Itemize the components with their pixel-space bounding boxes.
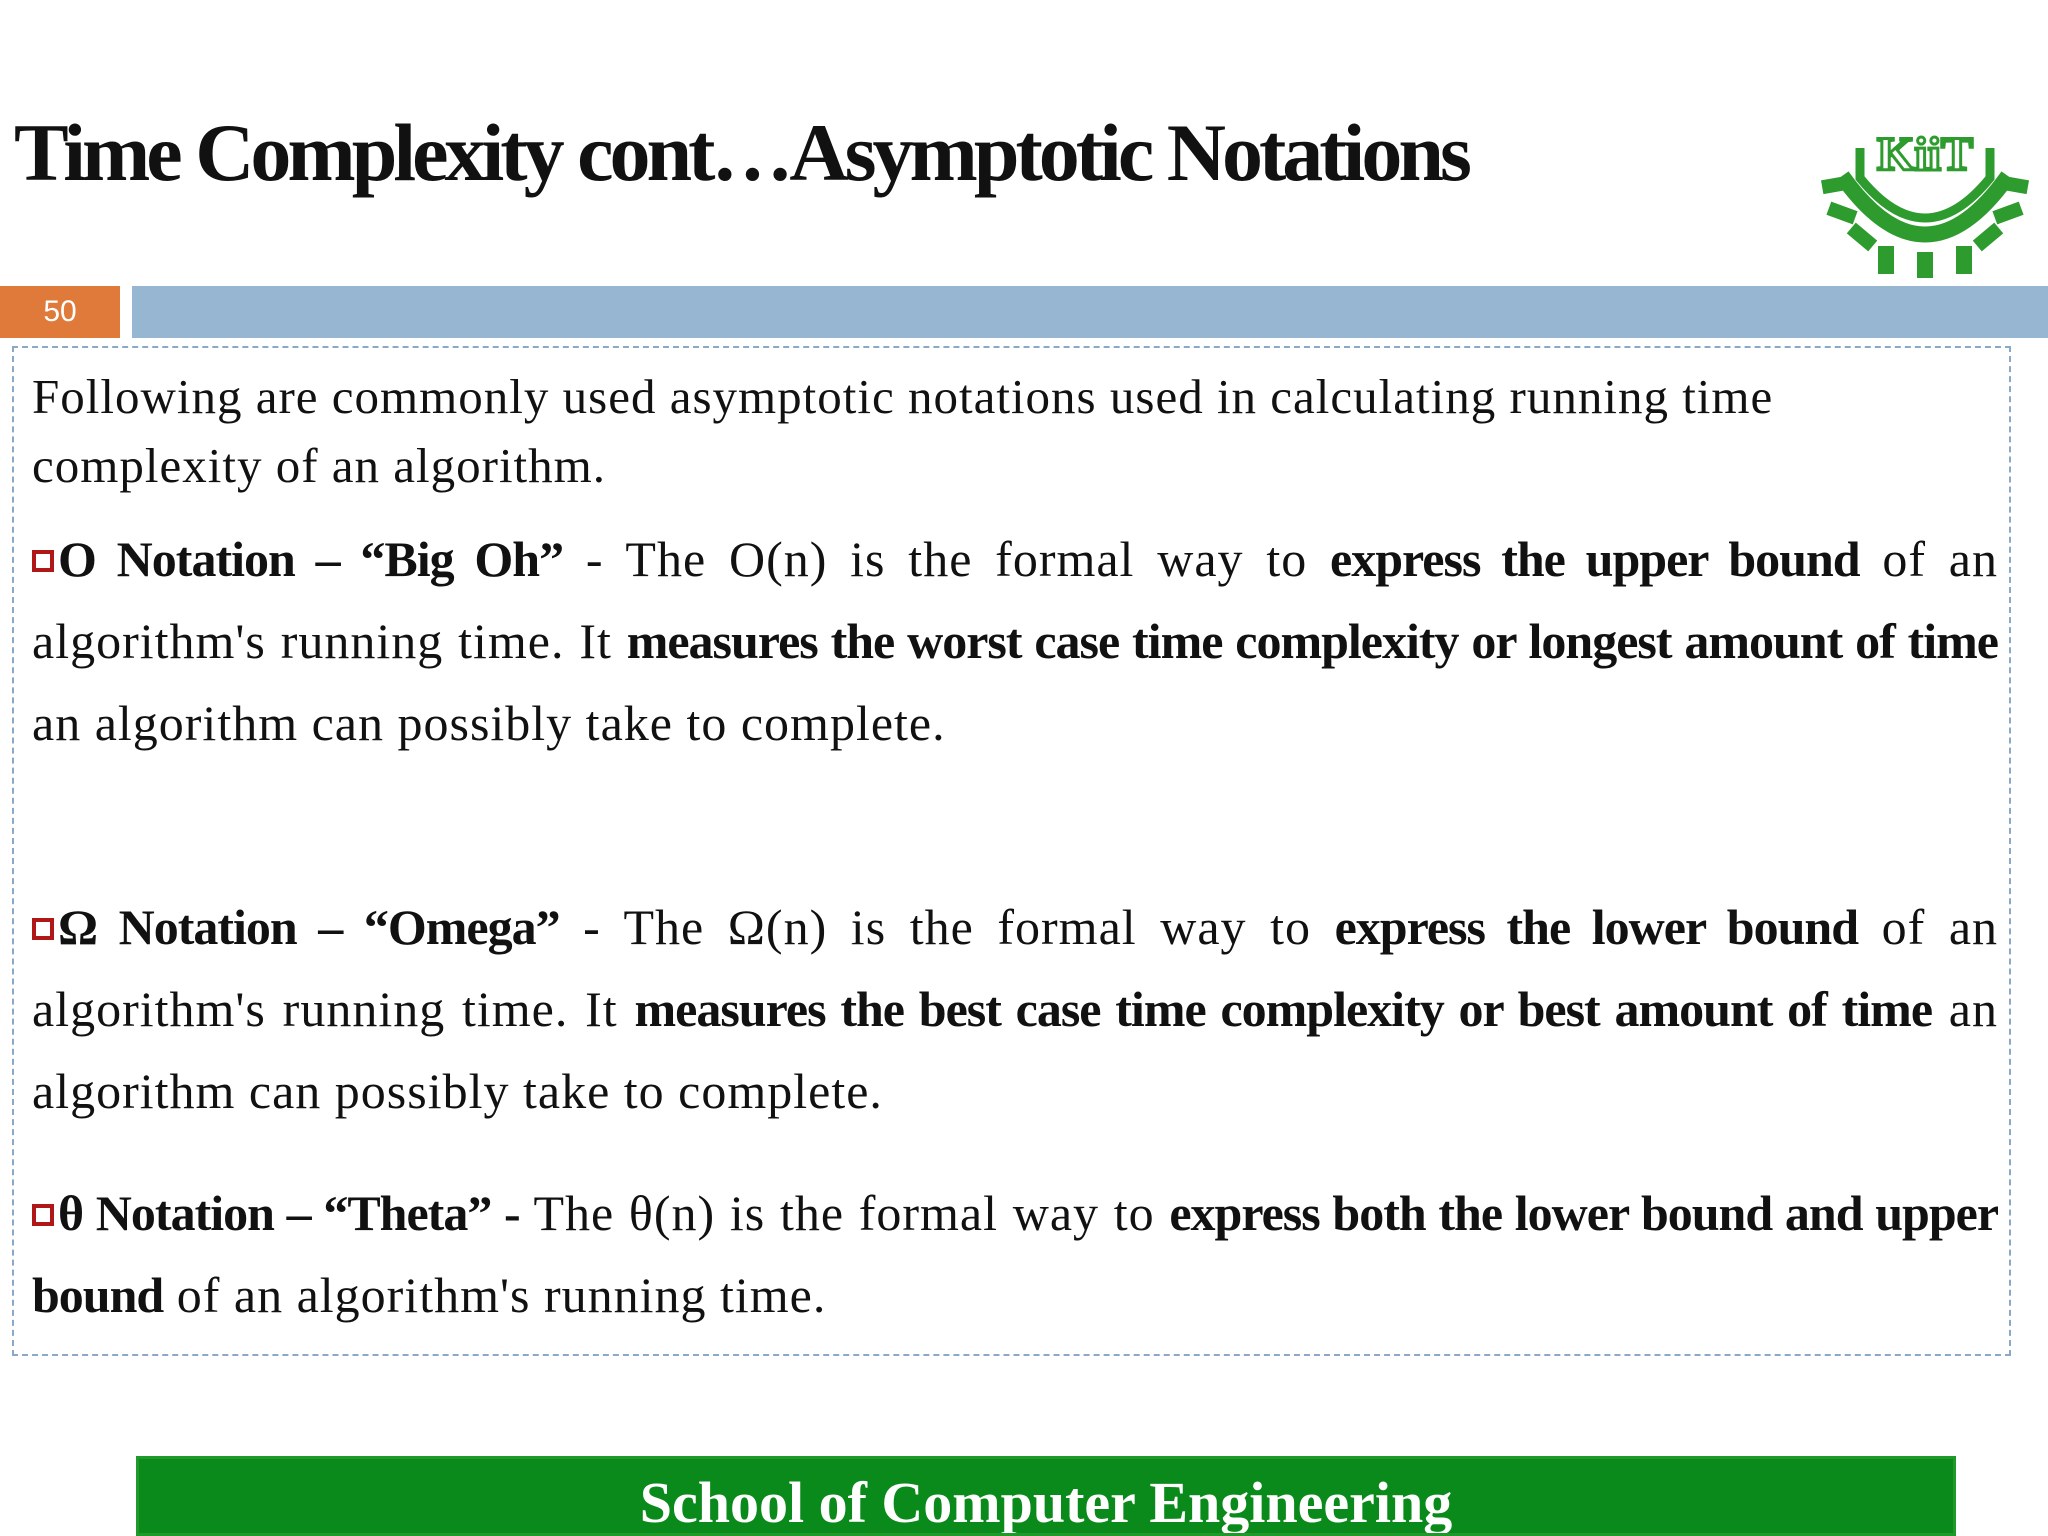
notation-text: of an algorithm's running time. [163,1267,827,1323]
notation-text: of an algorithm's running time. It [32,899,1999,1037]
notation-emphasis: measures the worst case time complexity or longest amount of time [626,613,1998,669]
slide-title: Time Complexity cont…Asymptotic Notations [14,107,1468,198]
theta-paragraph [32,1172,1998,1336]
notation-text: - The O(n) is the formal way to [563,531,1331,587]
notation-emphasis: express the upper bound [1330,531,1860,587]
notation-emphasis: express the lower bound [1334,899,1859,955]
notation-heading: Ω Notation – “Omega” [58,899,560,955]
logo-text: KiiT [1876,128,1974,181]
slide-number: 50 [0,286,120,338]
notation-text: The θ(n) is the formal way to [519,1185,1170,1241]
kiit-logo [1820,118,2030,278]
intro-text: Following are commonly used asymptotic notations used in calculating running time complexity of an algorithm. [32,369,1774,493]
notation-text: an algorithm can possibly take to complete. [32,981,1998,1119]
checkbox-bullet-icon [32,918,54,940]
header-bar [132,286,2048,338]
omega-paragraph [32,886,1998,1132]
notation-emphasis: measures the best case time complexity or best amount of time [634,981,1933,1037]
notation-emphasis: express both the lower bound and upper bound [32,1185,1999,1323]
footer-banner: School of Computer Engineering [136,1456,1956,1536]
notation-text: an algorithm can possibly take to complete. [32,695,946,751]
checkbox-bullet-icon [32,550,54,572]
notation-text: of an algorithm's running time. It [32,531,1999,669]
notation-text: - The Ω(n) is the formal way to [559,899,1335,955]
checkbox-bullet-icon [32,1204,54,1226]
big-oh-paragraph [32,518,1998,764]
notation-heading: θ Notation – “Theta” - [58,1185,520,1241]
notation-heading: O Notation – “Big Oh” [58,531,564,587]
